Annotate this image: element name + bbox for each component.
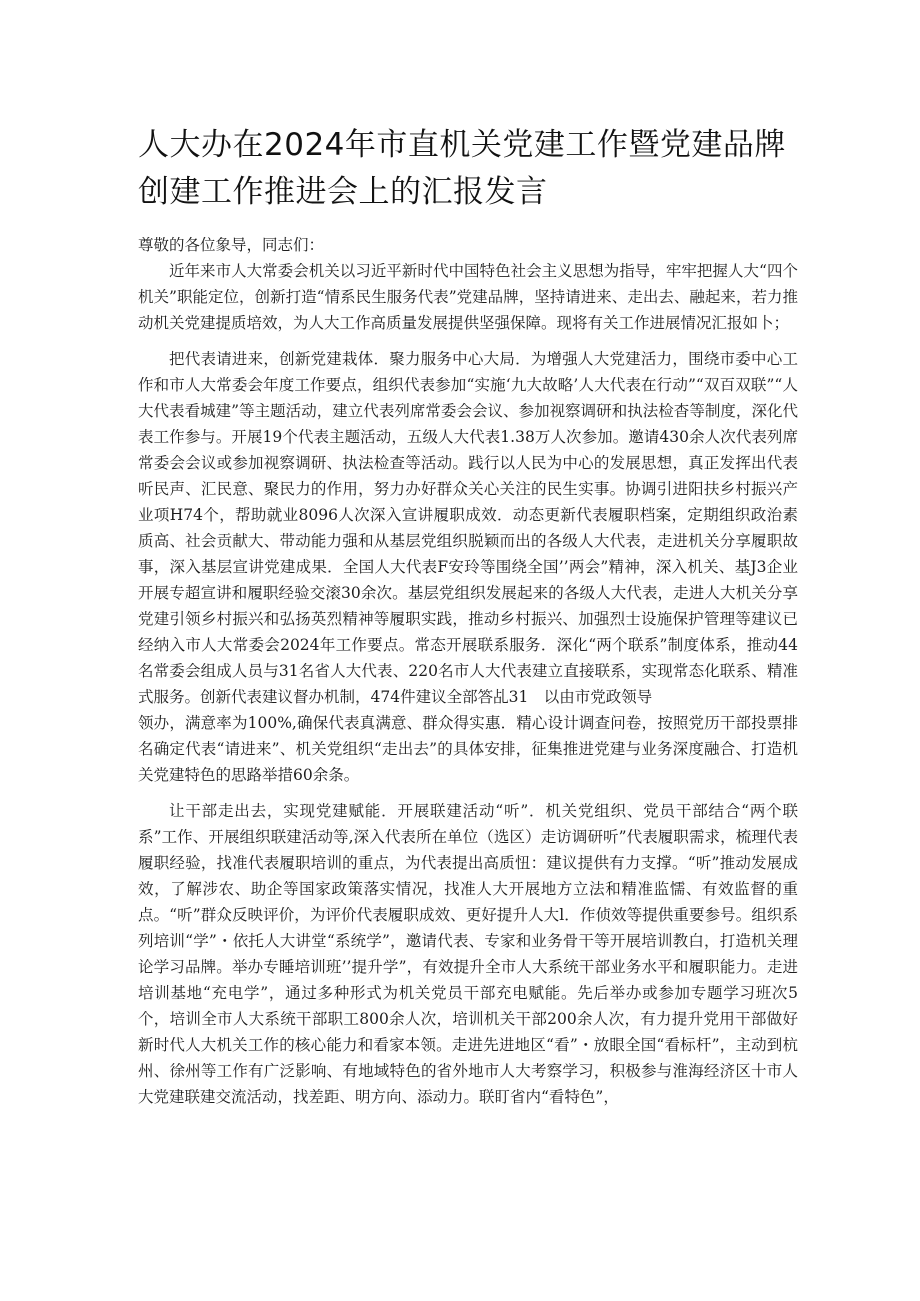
paragraph-invite-representatives: 把代表请进来，创新党建栽体．聚力服务中心大局．为增强人大党建活力，围绕市委中心工作和市人大常委会年度工作要点，组织代表参加“实施‘九大故略’人大代表在行动”“双百双联”“人大代表看城建”等主题活动，建立代表列席常委会会议、参加视察调研和执法检杳等制度，深化代表工作参与。开展19个代表主题活动，五级人大代表1.38万人次参加。邀请430余人次代表列席常委会会议或参加视察调研、执法检查等活动。践行以人民为中心的发展思想，真正发挥出代表听民声、汇民意、聚民力的作用，努力办好群众关心关注的民生实事。协调引进阳扶乡村振兴产业项H74个，帮助就业8096人次深入宣讲履职成效．动态更新代表履职档案，定期组织政治素质高、社会贡献大、带动能力强和从基层党组织脱颖而出的各级人大代表，走进机关分享履职故事，深入基层宣讲党建成果．全国人大代表F安玲等围绕全国’’两会”精神，深入机关、基J3企业开展专超宣讲和履职经验交滚30余次。基层党组织发展起来的各级人大代表，走进人大机关分享党建引领乡村振兴和弘扬英烈精神等履职实践，推动乡村振兴、加强烈士设施保护管理等建议已经纳入市人大常委会2024年工作要点。常态开展联系服务．深化“两个联系”制度体系，推动44名常委会组成人员与31名省人大代表、220名市人大代表建立直接联系，实现常态化联系、精准式服务。创新代表建议督办机制，474件建议全部答乩31 以由市党政领导	[138, 350, 798, 706]
document-body	[138, 232, 798, 1110]
salutation: 尊敬的各位象导，同志们：	[138, 236, 325, 254]
document-title: 人大办在2024年市直机关党建工作暨党建品牌创建工作推进会上的汇报发言	[138, 127, 786, 210]
paragraph-intro: 近年来市人大常委会机关以习近平新时代中国特色社会主义思想为指导，牢牢把握人大“四个机关”职能定位，创新打造“情系民生服务代表”党建品牌，坚持请进来、走出去、融起来，若力推动机关党建提质培效，为人大工作高质量发展提供坚强保障。现将有关工作进展情况汇报如卜；	[138, 262, 798, 332]
paragraph-invite-representatives-cont: 领办，满意率为100%,确保代表真满意、群众得实惠．精心设计调查问卷，按照党历干部投票排名确定代表“请进来”、机关党组织“走出去”的具体安排，征集推进党建与业务深度融合、打造机关党建特色的思路举措60余条。	[138, 714, 798, 784]
paragraph-cadres-go-out: 让干部走出去，实现党建赋能．开展联建活动“听”．机关党组织、党员干部结合“两个联系”工作、开展组织联建活动等,深入代表所在单位（选区）走访调研听”代表履职需求，梳理代表履职经验，找准代表履职培训的重点，为代表提出高质忸：建议提供有力支撑。“听”推动发展成效，了解涉农、助企等国家政策落实情况，找准人大开展地方立法和精准监懦、有效监督的重点。“听”群众反映评价，为评价代表履职成效、更好提升人大l．作侦效等提供重要参号。组织系列培训“学”・依托人大讲堂“系统学”，邀请代表、专家和业务骨干等开展培训教白，打造机关理论学习品牌。举办专睡培训班’’提升学”，有效提升全市人大系统干部业务水平和履职能力。走进培训基地“充电学”，通过多种形式为机关党员干部充电赋能。先后举办或参加专题学习班次5个，培训全市人大系统干部职工800余人次，培训机关干部200余人次，有力提升党用干部做好新时代人大机关工作的核心能力和看家本领。走进先进地区“看”・放眼全国“看标杆”，主动到杭州、徐州等工作有广泛影响、有地域特色的省外地市人大考察学习，积极参与淮海经济区十市人大党建联建交流活动，找差距、明方向、添动力。联盯省内“看特色”，	[138, 802, 798, 1106]
